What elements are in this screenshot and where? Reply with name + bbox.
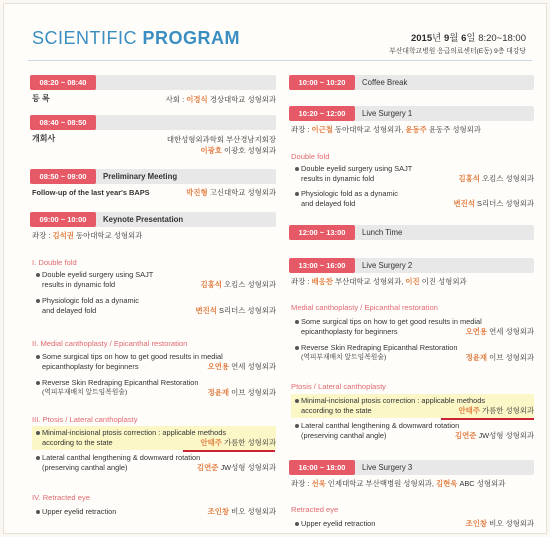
session-title: Live Surgery 3 [362,463,413,472]
header [4,4,547,62]
list-item: Lateral canthal lengthening & downward rotation (preserving canthal angle) 김연준 JW성형 성형외과 [30,453,276,475]
session-title: 개회사 [32,134,56,143]
session-time: 16:00 ~ 18:00 [289,460,355,475]
red-underline [441,418,534,420]
session-time: 13:00 ~ 16:00 [289,258,355,273]
opening-org: 대한성형외과학회 부산경남지회장 [166,135,276,144]
list-item: Upper eyelid retraction 조인창 비오 성형외과 [30,507,276,519]
red-underline [183,450,275,452]
session-time: 10:20 ~ 12:00 [289,106,355,121]
list-item-highlighted: Minimal-incisional ptosis correction : applicable methods according to the state 안태주 가름한 성형외과 [30,428,276,450]
session-bar [30,75,276,90]
speaker: 박진형 고신대학교 성형외과 [186,188,276,197]
list-item: Reverse Skin Redraping Epicanthal Restoration (역피부재배치 앞트임복원술) 정윤재 이브 성형외과 [289,343,534,365]
list-item: Double eyelid surgery using SAJT results in dynamic fold 김홍석 오킴스 성형외과 [30,270,276,292]
session-bar [289,75,534,90]
session-bar [30,212,276,227]
session-title: 등 록 [32,94,50,103]
session-time: 12:00 ~ 13:00 [289,225,355,240]
moderator: 사회 : 이경식 경상대학교 성형외과 [165,95,276,104]
section-heading: III. Ptosis / Lateral canthoplasty [32,415,138,424]
session-time: 08:40 ~ 08:50 [30,115,96,130]
session-time: 10:00 ~ 10:20 [289,75,355,90]
list-item: Some surgical tips on how to get good results in medial epicanthoplasty for beginners 오연용 연세 성형외과 [289,317,534,339]
session-bar [289,106,534,121]
header-divider [28,60,532,61]
session-bar [289,258,534,273]
session-title: Preliminary Meeting [103,172,178,181]
chairs: 좌장 : 이근철 동아대학교 성형외과, 윤동주 윤동주 성형외과 [291,125,481,134]
session-bar [289,460,534,475]
talk-title: Follow-up of the last year's BAPS [32,188,150,197]
program-page [3,3,547,534]
session-bar [289,225,534,240]
section-heading: I. Double fold [32,258,77,267]
list-item: Some surgical tips on how to get good results in medial epicanthoplasty for beginners 오연용 연세 성형외과 [30,352,276,374]
session-title: Live Surgery 2 [362,261,413,270]
section-heading: Medial canthoplasty / Epicanthal restoration [291,303,438,312]
venue: 부산대학교병원 응급의료센터(E동) 9층 대강당 [389,48,526,55]
list-item: Physiologic fold as a dynamic and delayed fold 변진석 S리더스 성형외과 [289,189,534,211]
list-item: Upper eyelid retraction 조인창 비오 성형외과 [289,519,534,531]
session-bar [30,169,276,184]
chair: 좌장 : 김석권 동아대학교 성형외과 [32,231,143,240]
section-heading: Retracted eye [291,505,339,514]
session-time: 08:50 ~ 09:00 [30,169,96,184]
session-title: Coffee Break [362,78,408,87]
session-title: Lunch Time [362,228,403,237]
section-heading: II. Medial canthoplasty / Epicanthal restoration [32,339,188,348]
chairs: 좌장 : 배응찬 부산대학교 성형외과, 이진 이진 성형외과 [291,277,467,286]
page-title: SCIENTIFIC PROGRAM [32,28,241,48]
session-bar [30,115,276,130]
session-time: 08:20 ~ 08:40 [30,75,96,90]
section-heading: Double fold [291,152,330,161]
list-item-highlighted: Minimal-incisional ptosis correction : applicable methods according to the state 안태주 가름한 성형외과 [289,396,534,418]
opening-speaker: 이광호 이광호 성형외과 [200,146,276,155]
section-heading: Ptosis / Lateral canthoplasty [291,382,386,391]
list-item: Lateral canthal lengthening & downward rotation (preserving canthal angle) 김연준 JW성형 성형외과 [289,421,534,443]
session-title: Keynote Presentation [103,215,184,224]
list-item: Reverse Skin Redraping Epicanthal Restoration (역피부재배치 앞트임복원술) 정윤재 이브 성형외과 [30,378,276,400]
chairs: 좌장 : 선욱 인제대학교 부산백병원 성형외과, 김현욱 ABC 성형외과 [291,479,506,488]
session-title: Live Surgery 1 [362,109,413,118]
list-item: Physiologic fold as a dynamic and delayed fold 변진석 S리더스 성형외과 [30,296,276,318]
list-item: Double eyelid surgery using SAJT results in dynamic fold 김홍석 오킴스 성형외과 [289,164,534,186]
session-time: 09:00 ~ 10:00 [30,212,96,227]
date-time: 2015년 9월 6일 8:20~18:00 [410,33,526,44]
section-heading: IV. Retracted eye [32,493,90,502]
